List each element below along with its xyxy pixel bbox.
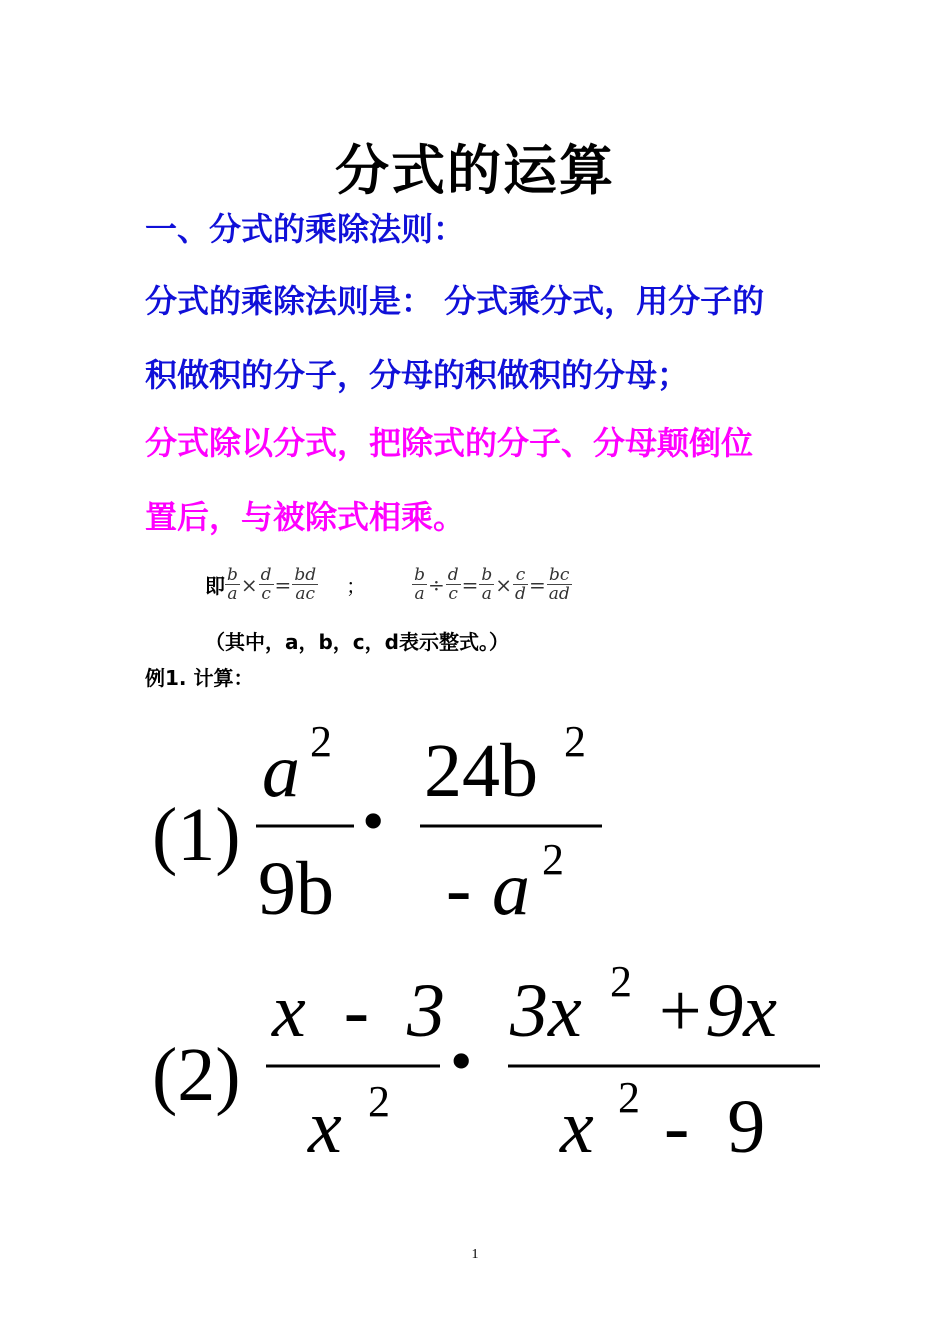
numerator: 24b xyxy=(424,729,538,813)
times-operator: × xyxy=(240,572,258,597)
denominator: x xyxy=(560,1085,594,1169)
numerator: +9x xyxy=(654,969,778,1053)
rule-divide-line-2: 置后，与被除式相乘。 xyxy=(145,498,466,536)
section-heading: 一、分式的乘除法则： xyxy=(145,210,466,248)
rule-multiply-line-2: 积做积的分子，分母的积做积的分母； xyxy=(145,356,690,394)
fraction: $\frac{bd}{ac}$ xyxy=(294,565,317,604)
note: （其中，a，b，c，d表示整式。） xyxy=(205,630,509,654)
problem-label: (1) xyxy=(152,793,241,877)
fraction: $\frac{b}{a}$ xyxy=(227,565,238,604)
denominator: 9b xyxy=(258,847,334,931)
numerator: x - 3 xyxy=(272,969,446,1053)
multiply-dot: • xyxy=(362,785,385,856)
numerator: a xyxy=(262,729,300,813)
exponent: 2 xyxy=(368,1077,390,1126)
exponent: 2 xyxy=(542,835,564,884)
page-title: 分式的运算 xyxy=(335,139,615,202)
page-number: 1 xyxy=(471,1247,479,1262)
fraction: $\frac{d}{c}$ xyxy=(447,565,459,604)
formula-intro: 即 xyxy=(205,574,225,598)
exponent: 2 xyxy=(310,717,332,766)
denominator: a xyxy=(492,847,530,931)
formula-line xyxy=(205,566,572,603)
denominator: x xyxy=(308,1085,342,1169)
example-label: 例1. 计算： xyxy=(145,666,254,690)
divide-operator: ÷ xyxy=(427,572,445,597)
formula-separator: ； xyxy=(346,574,367,598)
exponent: 2 xyxy=(564,717,586,766)
multiply-dot: • xyxy=(450,1025,473,1096)
times-operator: × xyxy=(495,572,513,597)
denominator: - 9 xyxy=(664,1085,766,1169)
problem-2 xyxy=(0,956,950,1186)
rule-divide-line-1: 分式除以分式，把除式的分子、分母颠倒位 xyxy=(145,424,754,462)
problem-1 xyxy=(0,700,950,950)
exponent: 2 xyxy=(610,957,632,1006)
fraction: $\frac{b}{a}$ xyxy=(414,565,425,604)
equals-operator: = xyxy=(274,572,292,597)
equals-operator: = xyxy=(528,572,546,597)
problem-label: (2) xyxy=(152,1033,241,1117)
fraction: $\frac{c}{d}$ xyxy=(515,565,526,604)
fraction: $\frac{d}{c}$ xyxy=(260,565,272,604)
fraction: $\frac{bc}{ad}$ xyxy=(548,565,570,604)
equals-operator: = xyxy=(461,572,479,597)
rule-multiply-line-1: 分式的乘除法则是： 分式乘分式，用分子的 xyxy=(145,282,765,320)
exponent: 2 xyxy=(618,1073,640,1122)
numerator: 3x xyxy=(510,969,582,1053)
minus-sign: - xyxy=(446,847,472,931)
fraction: $\frac{b}{a}$ xyxy=(481,565,493,604)
